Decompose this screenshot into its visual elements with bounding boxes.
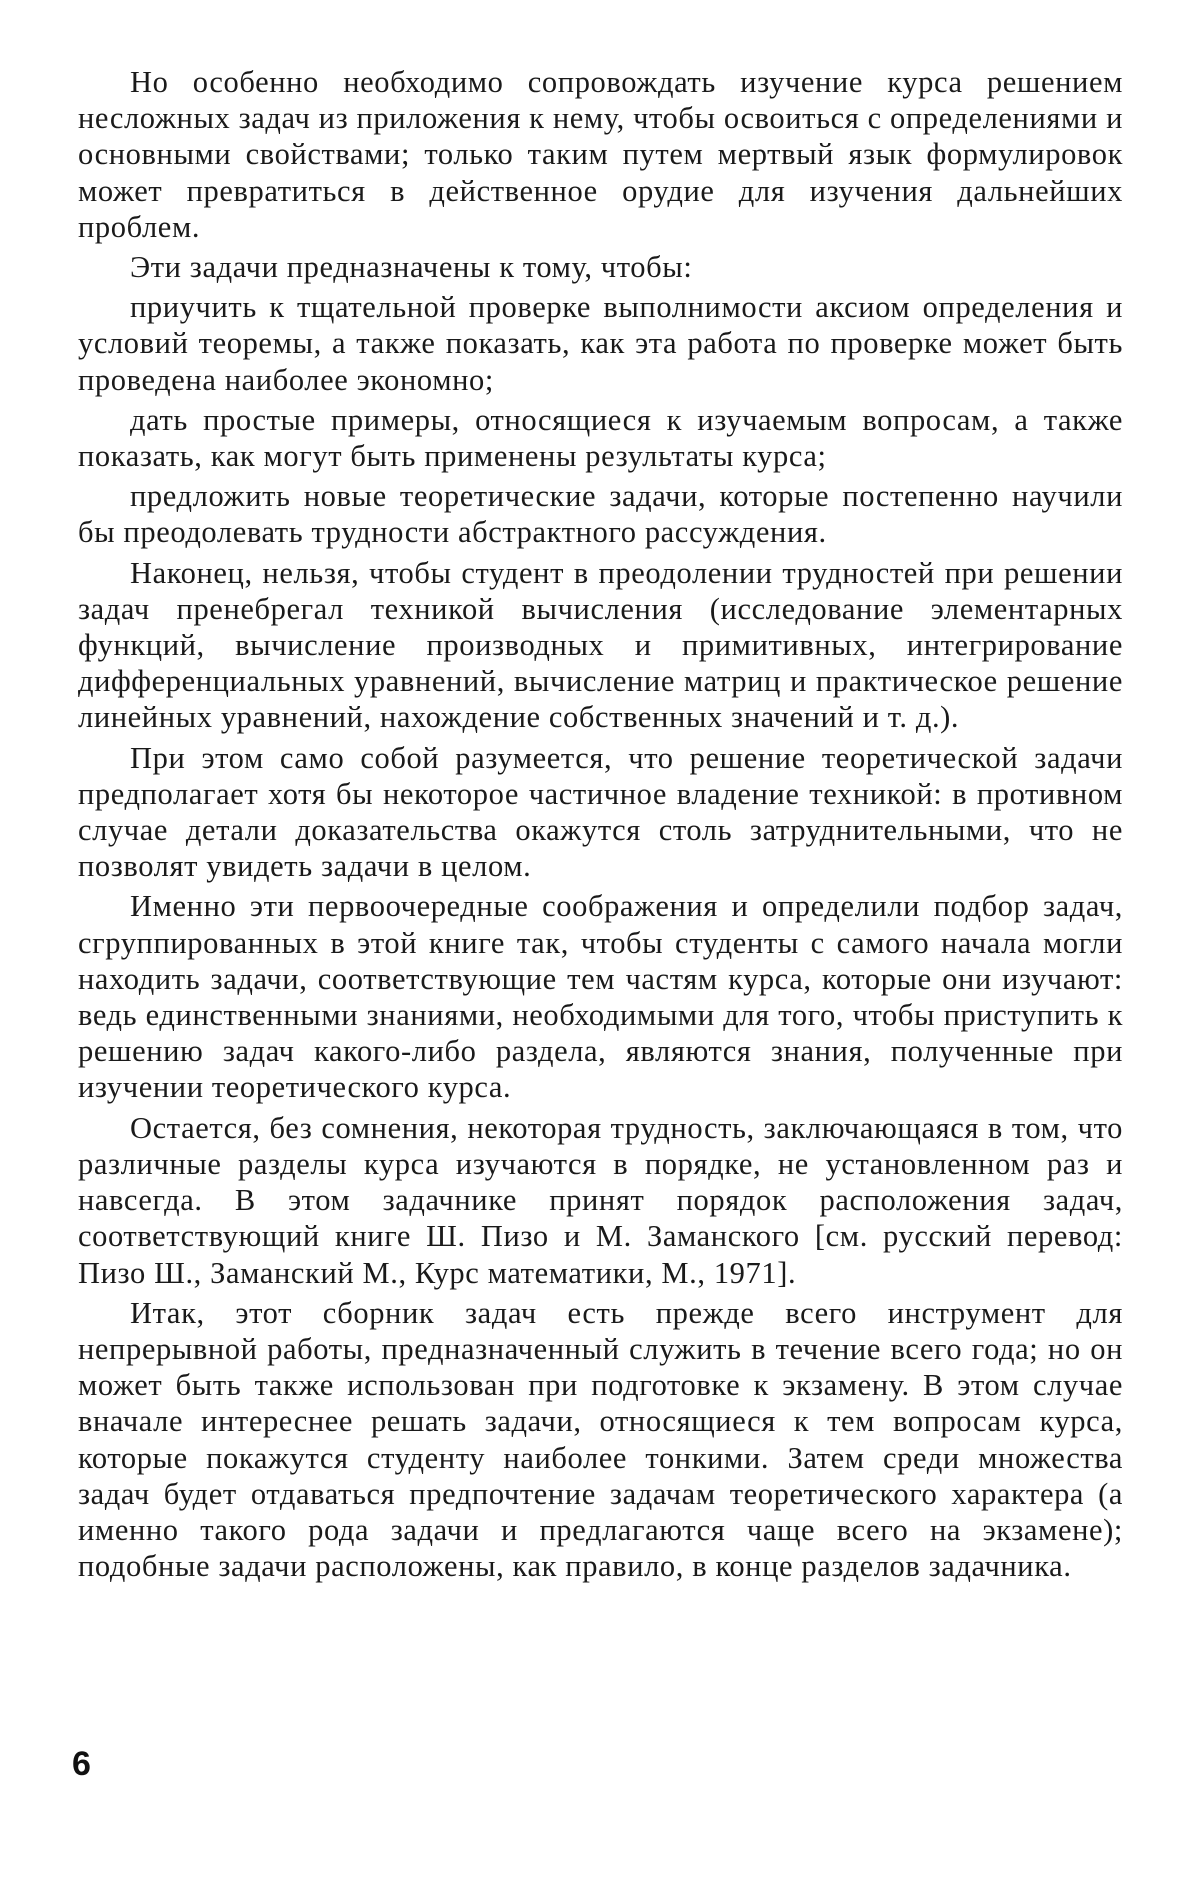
- page-number: 6: [72, 1745, 91, 1783]
- paragraph-5: предложить новые теоретические задачи, которые постепенно научили бы преодолевать трудности абстрактного рассуждения.: [78, 479, 1123, 550]
- paragraph-10: Итак, этот сборник задач есть прежде всего инструмент для непрерывной работы, предназначенный служить в течение всего года; но он может быть также использован при подготовке к экзамену. В этом случае вначале интереснее решать задачи, относящиеся к тем вопросам курса, которые покажутся студенту наиболее тонкими. Затем среди множества задач будет отдаваться предпочтение задачам теоретического характера (а именно такого рода задачи и предлагаются чаще всего на экзамене); подобные задачи расположены, как правило, в конце разделов задачника.: [78, 1295, 1123, 1584]
- paragraph-8: Именно эти первоочередные соображения и определили подбор задач, сгруппированных в этой книге так, чтобы студенты с самого начала могли находить задачи, соответствующие тем частям курса, которые они изучают: ведь единственными знаниями, необходимыми для того, чтобы приступить к решению задач какого-либо раздела, являются знания, полученные при изучении теоретического курса.: [78, 889, 1123, 1105]
- paragraph-6: Наконец, нельзя, чтобы студент в преодолении трудностей при решении задач пренебрегал техникой вычисления (исследование элементарных функций, вычисление производных и примитивных, интегрирование дифференциальных уравнений, вычисление матриц и практическое решение линейных уравнений, нахождение собственных значений и т. д.).: [78, 555, 1123, 735]
- paragraph-4: дать простые примеры, относящиеся к изучаемым вопросам, а также показать, как могут быть применены результаты курса;: [78, 402, 1123, 474]
- paragraph-3: приучить к тщательной проверке выполнимости аксиом определения и условий теоремы, а также показать, как эта работа по проверке может быть проведена наиболее экономно;: [78, 290, 1123, 397]
- paragraph-7: При этом само собой разумеется, что решение теоретической задачи предполагает хотя бы некоторое частичное владение техникой: в противном случае детали доказательства окажутся столь затруднительными, что не позволят увидеть задачи в целом.: [78, 740, 1123, 884]
- paragraph-1: Но особенно необходимо сопровождать изучение курса решением несложных задач из приложения к нему, чтобы освоиться с определениями и основными свойствами; только таким путем мертвый язык формулировок может превратиться в действенное орудие для изучения дальнейших проблем.: [78, 65, 1123, 244]
- paragraph-2: Эти задачи предназначены к тому, чтобы:: [130, 250, 693, 285]
- paragraph-9: Остается, без сомнения, некоторая трудность, заключающаяся в том, что различные разделы курса изучаются в порядке, не установленном раз и навсегда. В этом задачнике принят порядок расположения задач, соответствующий книге Ш. Пизо и М. Заманского [см. русский перевод: Пизо Ш., Заманский М., Курс математики, М., 1971].: [78, 1110, 1123, 1290]
- page-body: [78, 64, 1123, 1588]
